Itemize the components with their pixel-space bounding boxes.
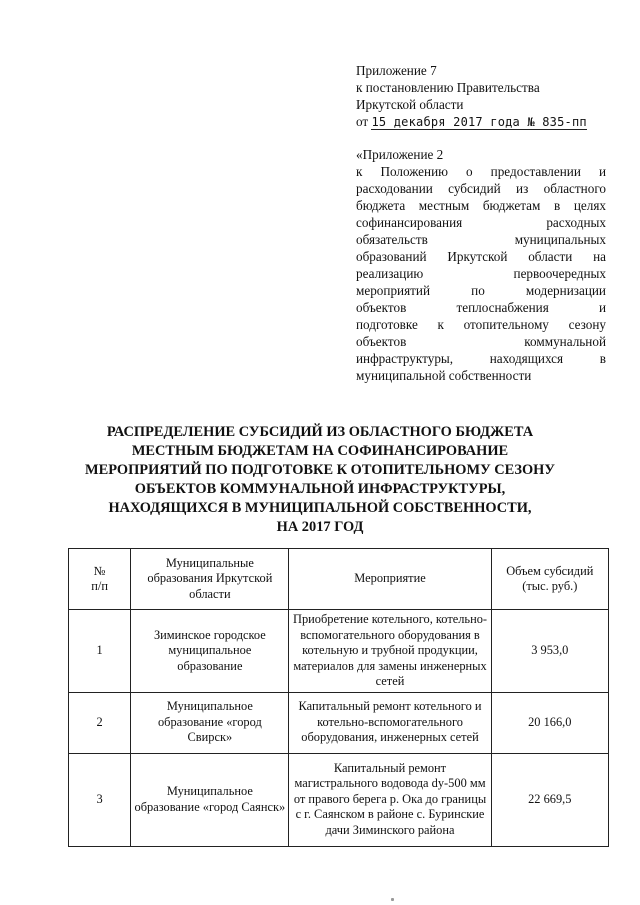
regulation-last-line: муниципальной собственности: [356, 368, 532, 383]
regulation-line: реализацию первоочередных: [356, 266, 606, 281]
regulation-line: инфраструктуры, находящихся в: [356, 351, 606, 366]
table-header-row: [69, 549, 609, 610]
regulation-line: обязательств муниципальных: [356, 232, 606, 247]
table-row: [69, 610, 609, 693]
regulation-line: объектов коммунальной: [356, 334, 606, 349]
header-activity: Мероприятие: [289, 549, 491, 610]
table-row: [69, 692, 609, 753]
regulation-line: расходовании субсидий из областного: [356, 181, 606, 196]
header-number: [69, 549, 131, 610]
appendix-date-line: [356, 113, 606, 131]
regulation-line: образований Иркутской области на: [356, 249, 606, 264]
row-number: 3: [69, 753, 131, 846]
date-prefix: от: [356, 114, 372, 129]
row-amount: 3 953,0: [491, 610, 608, 693]
row-municipality: Зиминское городское муниципальное образование: [131, 610, 289, 693]
table-row: [69, 753, 609, 846]
row-number: 1: [69, 610, 131, 693]
regulation-reference: [356, 146, 606, 384]
title-line: НАХОДЯЩИХСЯ В МУНИЦИПАЛЬНОЙ СОБСТВЕННОСТИ,: [108, 500, 532, 516]
row-number: 2: [69, 692, 131, 753]
row-activity: Капитальный ремонт магистрального водовода dy-500 мм от правого берега р. Ока до границы с г. Саянском в районе с. Буринские дачи Зиминского района: [289, 753, 491, 846]
title-line: МЕСТНЫМ БЮДЖЕТАМ НА СОФИНАНСИРОВАНИЕ: [131, 443, 509, 459]
title-line: МЕРОПРИЯТИЙ ПО ПОДГОТОВКЕ К ОТОПИТЕЛЬНОМУ СЕЗОНУ: [85, 462, 555, 478]
appendix-header: [356, 62, 606, 131]
appendix-line: к постановлению Правительства: [356, 80, 540, 95]
subsidy-table: [68, 548, 609, 847]
title-line: НА 2017 ГОД: [276, 519, 364, 535]
regulation-line: бюджета местным бюджетам в целях: [356, 198, 606, 213]
row-activity: Приобретение котельного, котельно-вспомогательного оборудования в котельную и трубной продукции, материалов для замены инженерных сетей: [289, 610, 491, 693]
row-municipality: Муниципальное образование «город Саянск»: [131, 753, 289, 846]
header-number-sign: №: [93, 563, 106, 578]
header-number-abbr: п/п: [91, 579, 108, 593]
date-value: 15 декабря 2017 года № 835-пп: [371, 115, 587, 129]
appendix-line: Приложение 7: [356, 63, 437, 78]
header-subsidy: Объем субсидий (тыс. руб.): [491, 549, 608, 610]
row-amount: 20 166,0: [491, 692, 608, 753]
regulation-first-line: «Приложение 2: [356, 147, 444, 162]
regulation-line: подготовке к отопительному сезону: [356, 317, 606, 332]
header-municipality: Муниципальные образования Иркутской области: [131, 549, 289, 610]
appendix-line: Иркутской области: [356, 97, 464, 112]
title-line: ОБЪЕКТОВ КОММУНАЛЬНОЙ ИНФРАСТРУКТУРЫ,: [134, 481, 506, 497]
row-amount: 22 669,5: [491, 753, 608, 846]
title-line: РАСПРЕДЕЛЕНИЕ СУБСИДИЙ ИЗ ОБЛАСТНОГО БЮДЖЕТА: [106, 424, 534, 440]
regulation-line: объектов теплоснабжения и: [356, 300, 606, 315]
document-title: [70, 423, 570, 537]
regulation-line: софинансирования расходных: [356, 215, 606, 230]
row-municipality: Муниципальное образование «город Свирск»: [131, 692, 289, 753]
row-activity: Капитальный ремонт котельного и котельно-вспомогательного оборудования, инженерных сетей: [289, 692, 491, 753]
scan-speck: [391, 898, 394, 901]
regulation-line: к Положению о предоставлении и: [356, 164, 606, 179]
regulation-line: мероприятий по модернизации: [356, 283, 606, 298]
